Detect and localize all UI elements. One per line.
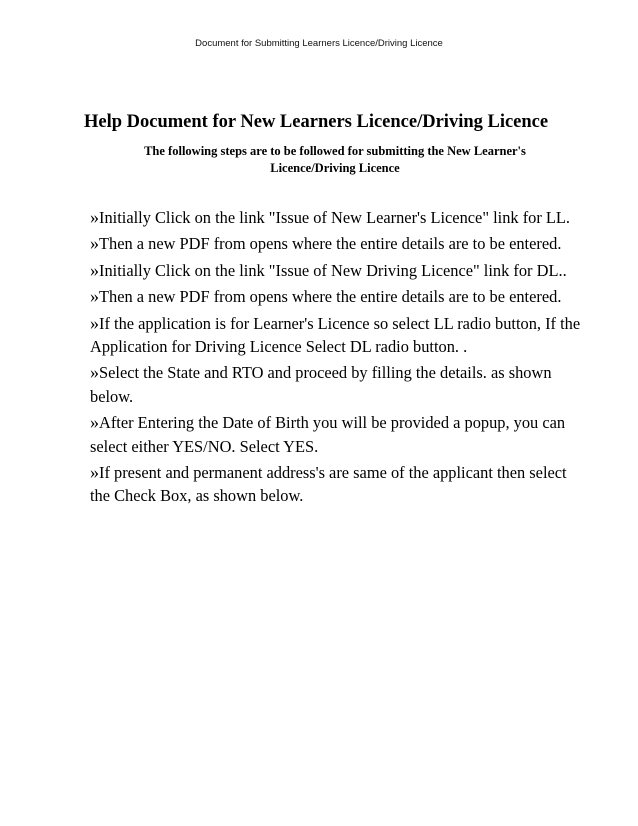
step-text: If the application is for Learner's Licence so select LL radio button, If the Application for Driving Licence Select DL radio button. .: [90, 313, 581, 357]
step-item: [90, 206, 590, 229]
subtitle-line-2: Licence/Driving Licence: [270, 161, 400, 175]
running-header: Document for Submitting Learners Licence/Driving Licence: [195, 38, 443, 49]
bullet-icon: »: [90, 462, 99, 483]
step-text: Initially Click on the link "Issue of New Learner's Licence" link for LL.: [99, 208, 571, 227]
step-text: Then a new PDF from opens where the entire details are to be entered.: [99, 287, 562, 307]
step-text: Then a new PDF from opens where the entire details are to be entered.: [99, 234, 562, 254]
step-text: Select the State and RTO and proceed by filling the details. as shown below.: [90, 363, 552, 406]
step-item: [90, 461, 590, 508]
bullet-icon: »: [90, 207, 99, 227]
bullet-icon: »: [90, 312, 99, 333]
step-item: [90, 259, 590, 282]
step-item: [90, 411, 590, 458]
step-text: If present and permanent address's are same of the applicant then select the Check Box, as shown below.: [90, 463, 567, 506]
document-title: Help Document for New Learners Licence/Driving Licence: [84, 112, 549, 132]
document-subtitle: [100, 143, 570, 177]
step-item: [90, 232, 590, 255]
subtitle-line-1: The following steps are to be followed for submitting the New Learner's: [144, 144, 526, 158]
bullet-icon: »: [90, 233, 99, 254]
bullet-icon: »: [90, 259, 99, 280]
step-item: [90, 312, 590, 359]
step-text: Initially Click on the link "Issue of New Driving Licence" link for DL..: [99, 260, 567, 280]
step-item: [90, 285, 590, 308]
step-item: [90, 361, 590, 408]
bullet-icon: »: [90, 412, 99, 433]
bullet-icon: »: [90, 362, 99, 383]
bullet-icon: »: [90, 286, 99, 307]
step-text: After Entering the Date of Birth you will be provided a popup, you can select either YES/NO. Select YES.: [90, 413, 566, 456]
steps-list: [90, 206, 590, 511]
